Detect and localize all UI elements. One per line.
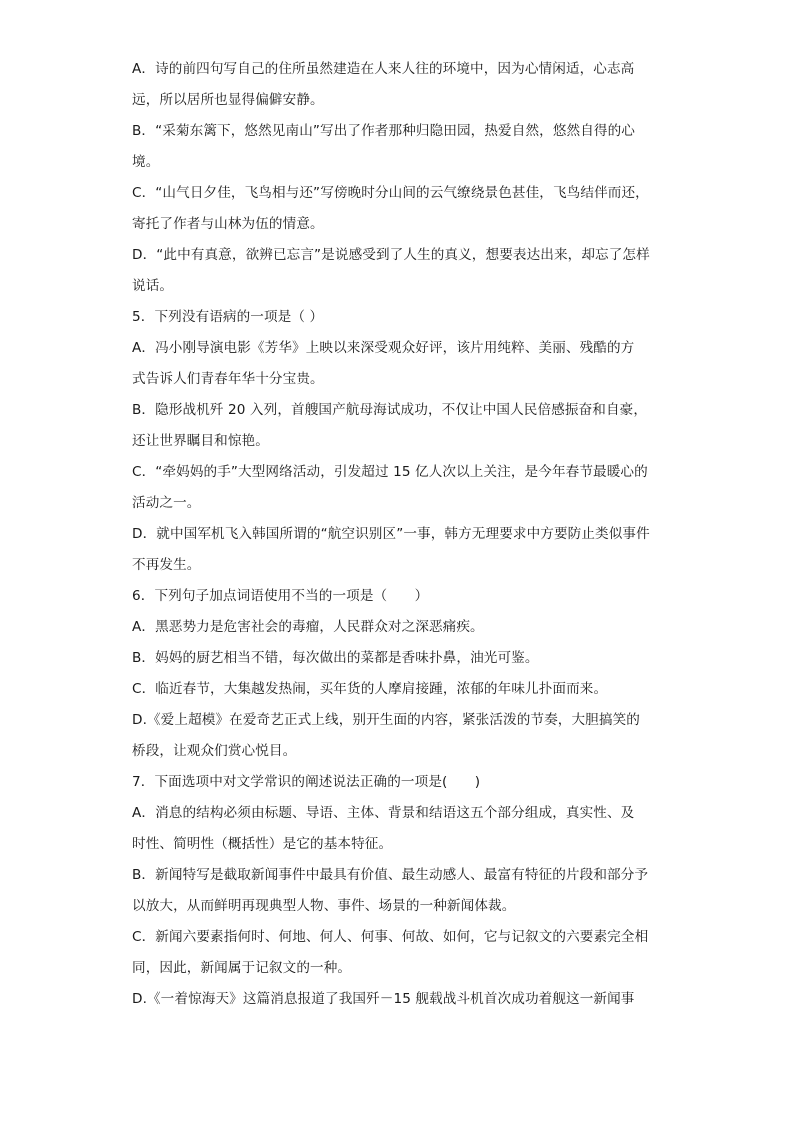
q4-option-c-line-2: 寄托了作者与山林为伍的情意。 bbox=[132, 216, 324, 232]
q7-option-b-line-1: B．新闻特写是截取新闻事件中最具有价值、最生动感人、最富有特征的片段和部分予 bbox=[132, 867, 649, 883]
q5-option-c-line-2: 活动之一。 bbox=[132, 495, 201, 511]
q7-option-a-line-1: A．消息的结构必须由标题、导语、主体、背景和结语这五个部分组成，真实性、及 bbox=[132, 805, 635, 821]
q7-option-b-line-2: 以放大，从而鲜明再现典型人物、事件、场景的一种新闻体裁。 bbox=[132, 898, 516, 914]
q4-option-a-line-1: A．诗的前四句写自己的住所虽然建造在人来人往的环境中，因为心情闲适，心志高 bbox=[132, 61, 635, 77]
q6-option-d-line-2: 桥段，让观众们赏心悦目。 bbox=[132, 743, 297, 759]
question-7-stem: 7．下面选项中对文学常识的阐述说法正确的一项是( ) bbox=[132, 774, 481, 790]
q7-option-c-line-2: 同，因此，新闻属于记叙文的一种。 bbox=[132, 960, 352, 976]
q6-option-d-line-1: D.《爱上超模》在爱奇艺正式上线，别开生面的内容，紧张活泼的节奏，大胆搞笑的 bbox=[132, 712, 640, 728]
q5-option-d-line-2: 不再发生。 bbox=[132, 557, 201, 573]
q6-option-a: A．黑恶势力是危害社会的毒瘤，人民群众对之深恶痛疾。 bbox=[132, 619, 484, 635]
q4-option-b-line-2: 境。 bbox=[132, 154, 160, 170]
q4-option-c-line-1: C．“山气日夕佳，飞鸟相与还”写傍晚时分山间的云气缭绕景色甚佳，飞鸟结伴而还， bbox=[132, 185, 649, 201]
q4-option-d-line-1: D．“此中有真意，欲辨已忘言”是说感受到了人生的真义，想要表达出来，却忘了怎样 bbox=[132, 247, 650, 263]
q7-option-d-line-1: D.《一着惊海天》这篇消息报道了我国歼－15 舰载战斗机首次成功着舰这一新闻事 bbox=[132, 991, 635, 1007]
q6-option-c: C．临近春节，大集越发热闹，买年货的人摩肩接踵，浓郁的年味儿扑面而来。 bbox=[132, 681, 608, 697]
q7-option-a-line-2: 时性、简明性（概括性）是它的基本特征。 bbox=[132, 836, 393, 852]
q4-option-d-line-2: 说话。 bbox=[132, 278, 174, 294]
q5-option-d-line-1: D．就中国军机飞入韩国所谓的“航空识别区”一事，韩方无理要求中方要防止类似事件 bbox=[132, 526, 650, 542]
question-6-stem: 6．下列句子加点词语使用不当的一项是（ ） bbox=[132, 588, 429, 604]
q5-option-a-line-2: 式告诉人们青春年华十分宝贵。 bbox=[132, 371, 324, 387]
question-5-stem: 5．下列没有语病的一项是（ ） bbox=[132, 309, 324, 325]
document-page bbox=[132, 62, 672, 1007]
q5-option-a-line-1: A．冯小刚导演电影《芳华》上映以来深受观众好评，该片用纯粹、美丽、残酷的方 bbox=[132, 340, 635, 356]
q6-option-b: B．妈妈的厨艺相当不错，每次做出的菜都是香味扑鼻，油光可鉴。 bbox=[132, 650, 539, 666]
q4-option-b-line-1: B．“采菊东篱下，悠然见南山”写出了作者那种归隐田园，热爱自然，悠然自得的心 bbox=[132, 123, 635, 139]
q5-option-b-line-2: 还让世界瞩目和惊艳。 bbox=[132, 433, 269, 449]
q5-option-c-line-1: C．“牵妈妈的手”大型网络活动，引发超过 15 亿人次以上关注，是今年春节最暖心的 bbox=[132, 464, 648, 480]
q5-option-b-line-1: B．隐形战机歼 20 入列，首艘国产航母海试成功，不仅让中国人民倍感振奋和自豪， bbox=[132, 402, 648, 418]
q4-option-a-line-2: 远，所以居所也显得偏僻安静。 bbox=[132, 92, 324, 108]
q7-option-c-line-1: C．新闻六要素指何时、何地、何人、何事、何故、如何，它与记叙文的六要素完全相 bbox=[132, 929, 649, 945]
